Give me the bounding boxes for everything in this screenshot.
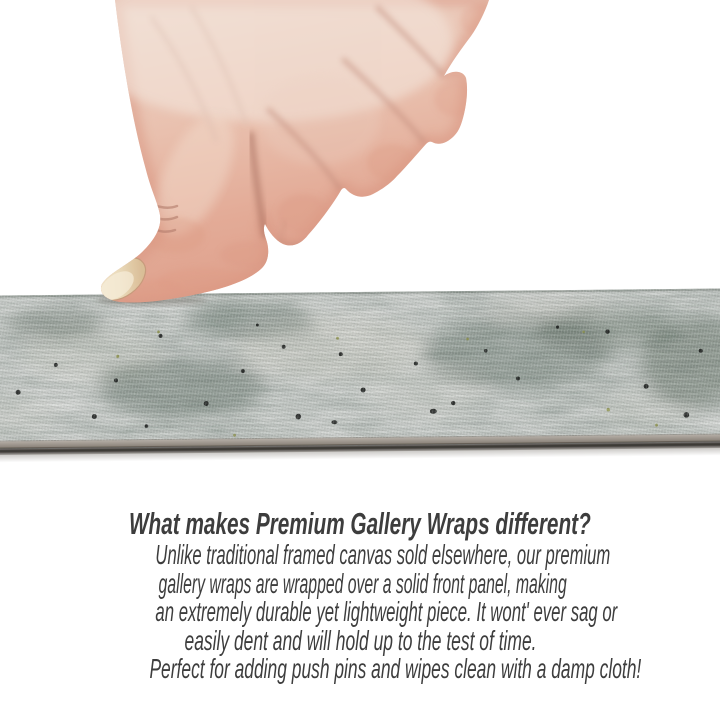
body-line-1: Unlike traditional framed canvas sold elsewhere, our premium: [155, 539, 611, 570]
canvas-edge-illustration: [0, 289, 720, 472]
body-line-5: Perfect for adding push pins and wipes clean with a damp cloth!: [149, 653, 642, 684]
description-text: [0, 507, 720, 684]
body-line-2: gallery wraps are wrapped over a solid front panel, making: [158, 567, 567, 599]
body-line-3: an extremely durable yet lightweight piece. It wont' ever sag or: [155, 596, 618, 627]
canvas-edge-photo: [0, 289, 720, 472]
body-line-4: easily dent and will hold up to the test of time.: [184, 624, 536, 656]
hand-photo: [0, 0, 720, 312]
page-title: What makes Premium Gallery Wraps different?: [129, 506, 591, 541]
